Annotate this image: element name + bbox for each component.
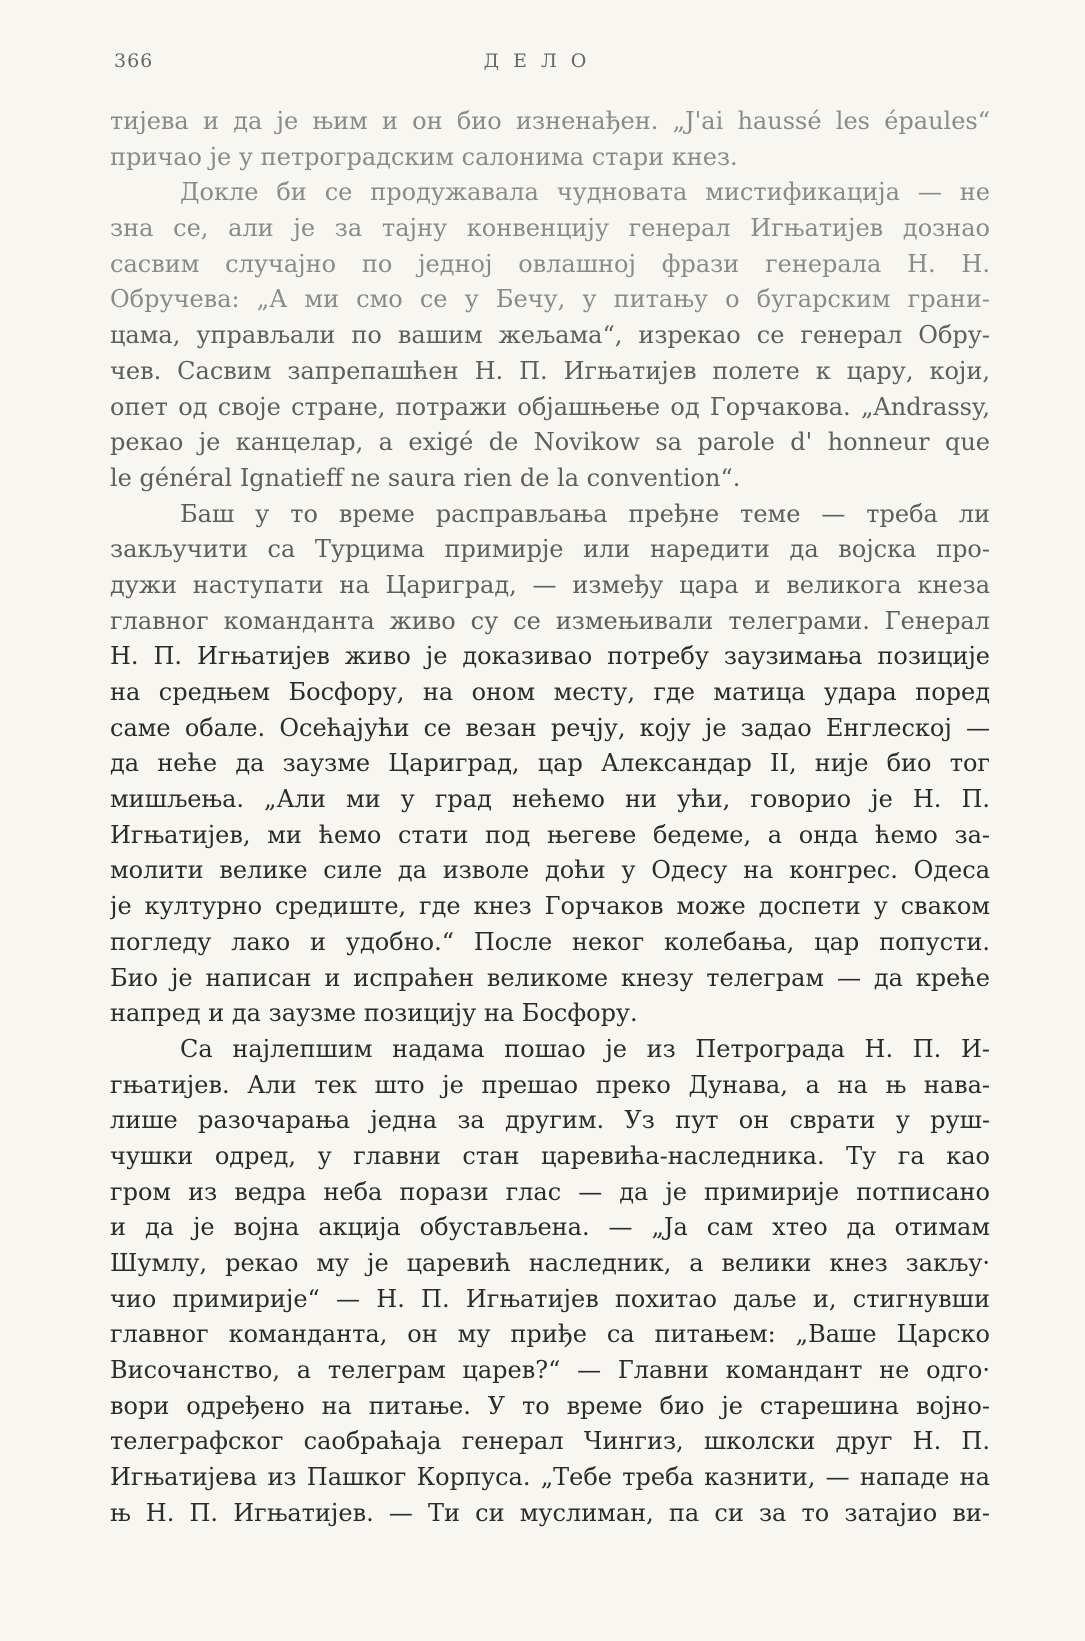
text-line: причао је у петроградским салонима стари кнез. xyxy=(110,142,738,171)
text-line: саме обале. Осећајући се везан речју, коју је задао Енглеској — xyxy=(110,713,990,742)
page-header xyxy=(114,50,970,80)
text-line: Обручева: „А ми смо се у Бечу, у питању о бугарским грани- xyxy=(110,285,990,314)
text-line: цама, управљали по вашим жељама“, изрекао се генерал Обру- xyxy=(110,321,990,350)
text-line: рекао је канцелар, a exigé de Novikow sa parole d' honneur que xyxy=(110,428,990,457)
body-text xyxy=(110,104,990,1532)
text-line: и да је војна акција обустављена. — „Ја сам хтео да отимам xyxy=(110,1213,990,1242)
text-line: Шумлу, рекао му је царевић наследник, а велики кнез закљу· xyxy=(110,1249,990,1277)
text-line: лише разочарања једна за другим. Уз пут он сврати у руш- xyxy=(110,1106,990,1135)
text-line: вори одређено на питање. У то време био је старешина војно- xyxy=(110,1391,990,1420)
text-line: закључити са Турцима примирје или наредити да војска про- xyxy=(110,535,990,564)
text-line: молити велике силе да изволе доћи у Одесу на конгрес. Одеса xyxy=(110,856,990,885)
text-line: тијева и да је њим и он био изненађен. „J'ai haussé les épaules“ xyxy=(110,107,990,135)
text-line: Игњатијева из Пашког Корпуса. „Тебе треба казнити, — нападе на xyxy=(110,1463,990,1492)
page-number: 366 xyxy=(114,50,154,72)
text-line: Докле би се продужавала чудновата мистификација — не xyxy=(180,178,990,207)
running-head: ДЕЛО xyxy=(483,50,601,72)
text-line: телеграфског саобраћаја генерал Чингиз, школски друг Н. П. xyxy=(110,1427,990,1456)
text-line: Са најлепшим надама пошао је из Петрограда Н. П. И- xyxy=(180,1034,990,1063)
text-line: је културно средиште, где кнез Горчаков може доспети у сваком xyxy=(110,892,990,921)
text-line: напред и да заузме позицију на Босфору. xyxy=(110,999,638,1028)
text-line: дужи наступати на Цариград, — између цара и великога кнеза xyxy=(110,570,990,599)
text-line: главног команданта живо су се измењивали телеграми. Генерал xyxy=(110,606,990,635)
text-line: чио примирије“ — Н. П. Игњатијев похитао даље и, стигнувши xyxy=(110,1284,990,1313)
text-line: њ Н. П. Игњатијев. — Ти си муслиман, па си за то затајио ви- xyxy=(110,1498,990,1527)
text-line: le général Ignatieff ne saura rien de la convention“. xyxy=(110,463,741,492)
text-line: Био је написан и испраћен великоме кнезу телеграм — да креће xyxy=(110,963,990,992)
text-line: Височанство, а телеграм царев?“ — Главни командант не одго· xyxy=(110,1356,990,1385)
text-line: гњатијев. Али тек што је прешао преко Дунава, а на њ нава- xyxy=(110,1070,990,1099)
text-line: опет од своје стране, потражи објашњење од Горчакова. „Andrassy, xyxy=(110,392,990,421)
text-line: мишљења. „Али ми у град нећемо ни ући, говорио је Н. П. xyxy=(110,785,990,814)
text-line: Н. П. Игњатијев живо је доказивао потребу заузимања позиције xyxy=(110,642,990,671)
text-line: сасвим случајно по једној овлашној фрази генерала Н. Н. xyxy=(110,249,990,278)
text-line: погледу лако и удобно.“ После неког колебања, цар попусти. xyxy=(110,927,990,956)
text-line: чев. Сасвим запрепашћен Н. П. Игњатијев полете к цару, који, xyxy=(110,356,990,385)
text-line: на средњем Босфору, на оном месту, где матица удара поред xyxy=(110,678,990,706)
text-line: зна се, али је за тајну конвенцију генерал Игњатијев дознао xyxy=(110,214,990,243)
text-line: да неће да заузме Цариград, цар Александар II, није био тог xyxy=(110,749,990,778)
text-line: Баш у то време расправљања пређне теме — треба ли xyxy=(180,499,990,528)
text-line: главног команданта, он му приђе са питањем: „Ваше Царско xyxy=(110,1320,990,1349)
text-line: гром из ведра неба порази глас — да је примирије потписано xyxy=(110,1177,990,1206)
text-line: Игњатијев, ми ћемо стати под његеве бедеме, а онда ћемо за- xyxy=(110,820,990,849)
text-line: чушки одред, у главни стан царевића-наследника. Ту га као xyxy=(110,1141,990,1170)
